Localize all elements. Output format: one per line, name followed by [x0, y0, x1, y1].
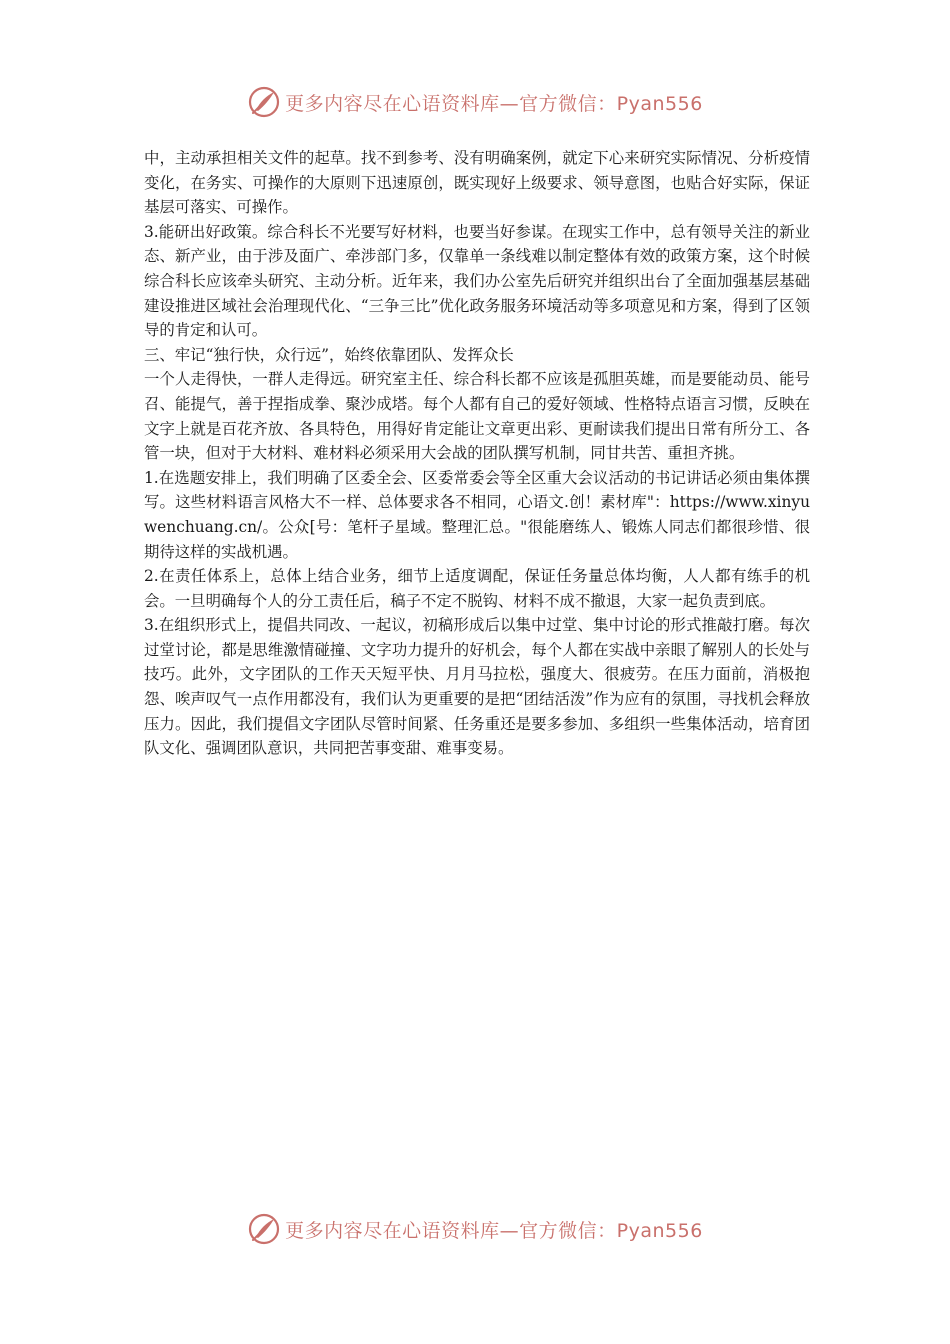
- watermark-text: 更多内容尽在心语资料库—官方微信：Pyan556: [285, 1219, 703, 1242]
- paragraph-5: 2.在责任体系上，总体上结合业务，细节上适度调配，保证任务量总体均衡，人人都有练手的机会。一旦明确每个人的分工责任后，稿子不定不脱钩、材料不成不撤退，大家一起负责到底。: [144, 567, 810, 610]
- paragraph-1: 中，主动承担相关文件的起草。找不到参考、没有明确案例，就定下心来研究实际情况、分析疫情变化，在务实、可操作的大原则下迅速原创，既实现好上级要求、领导意图，也贴合好实际，保证基层可落实、可操作。: [144, 149, 810, 217]
- pen-logo-icon: [247, 85, 281, 119]
- watermark-text: 更多内容尽在心语资料库—官方微信：Pyan556: [285, 92, 703, 115]
- footer-watermark: [0, 1211, 950, 1247]
- paragraph-4: 1.在选题安排上，我们明确了区委全会、区委常委会等全区重大会议活动的书记讲话必须由集体撰写。这些材料语言风格大不一样、总体要求各不相同，心语文.创！素材库"：https://www.xinyuwenchuang.cn/。公众[号：笔杆子星域。整理汇总。"很能磨练人、锻炼人同志们都很珍惜、很期待这样的实战机遇。: [144, 468, 810, 561]
- document-body: [144, 146, 810, 761]
- paragraph-2: 3.能研出好政策。综合科长不光要写好材料，也要当好参谋。在现实工作中，总有领导关注的新业态、新产业，由于涉及面广、牵涉部门多，仅靠单一条线难以制定整体有效的政策方案，这个时候综合科长应该牵头研究、主动分析。近年来，我们办公室先后研究并组织出台了全面加强基层基础建设推进区域社会治理现代化、“三争三比”优化政务服务环境活动等多项意见和方案，得到了区领导的肯定和认可。: [144, 222, 810, 340]
- paragraph-3: 一个人走得快，一群人走得远。研究室主任、综合科长都不应该是孤胆英雄，而是要能动员、能号召、能提气，善于捏指成拳、聚沙成塔。每个人都有自己的爱好领域、性格特点语言习惯，反映在文字上就是百花齐放、各具特色，用得好肯定能让文章更出彩、更耐读我们提出日常有所分工、各管一块，但对于大材料、难材料必须采用大会战的团队撰写机制，同甘共苦、重担齐挑。: [144, 370, 810, 463]
- header-watermark: [0, 84, 950, 120]
- paragraph-6: 3.在组织形式上，提倡共同改、一起议，初稿形成后以集中过堂、集中讨论的形式推敲打磨。每次过堂讨论，都是思维激情碰撞、文字功力提升的好机会，每个人都在实战中亲眼了解别人的长处与技巧。此外，文字团队的工作天天短平快、月月马拉松，强度大、很疲劳。在压力面前，消极抱怨、唉声叹气一点作用都没有，我们认为更重要的是把“团结活泼”作为应有的氛围，寻找机会释放压力。因此，我们提倡文字团队尽管时间紧、任务重还是要多参加、多组织一些集体活动，培育团队文化、强调团队意识，共同把苦事变甜、难事变易。: [144, 616, 810, 758]
- pen-logo-icon: [247, 1212, 281, 1246]
- section-heading-3: 三、牢记“独行快，众行远”，始终依靠团队、发挥众长: [144, 345, 514, 364]
